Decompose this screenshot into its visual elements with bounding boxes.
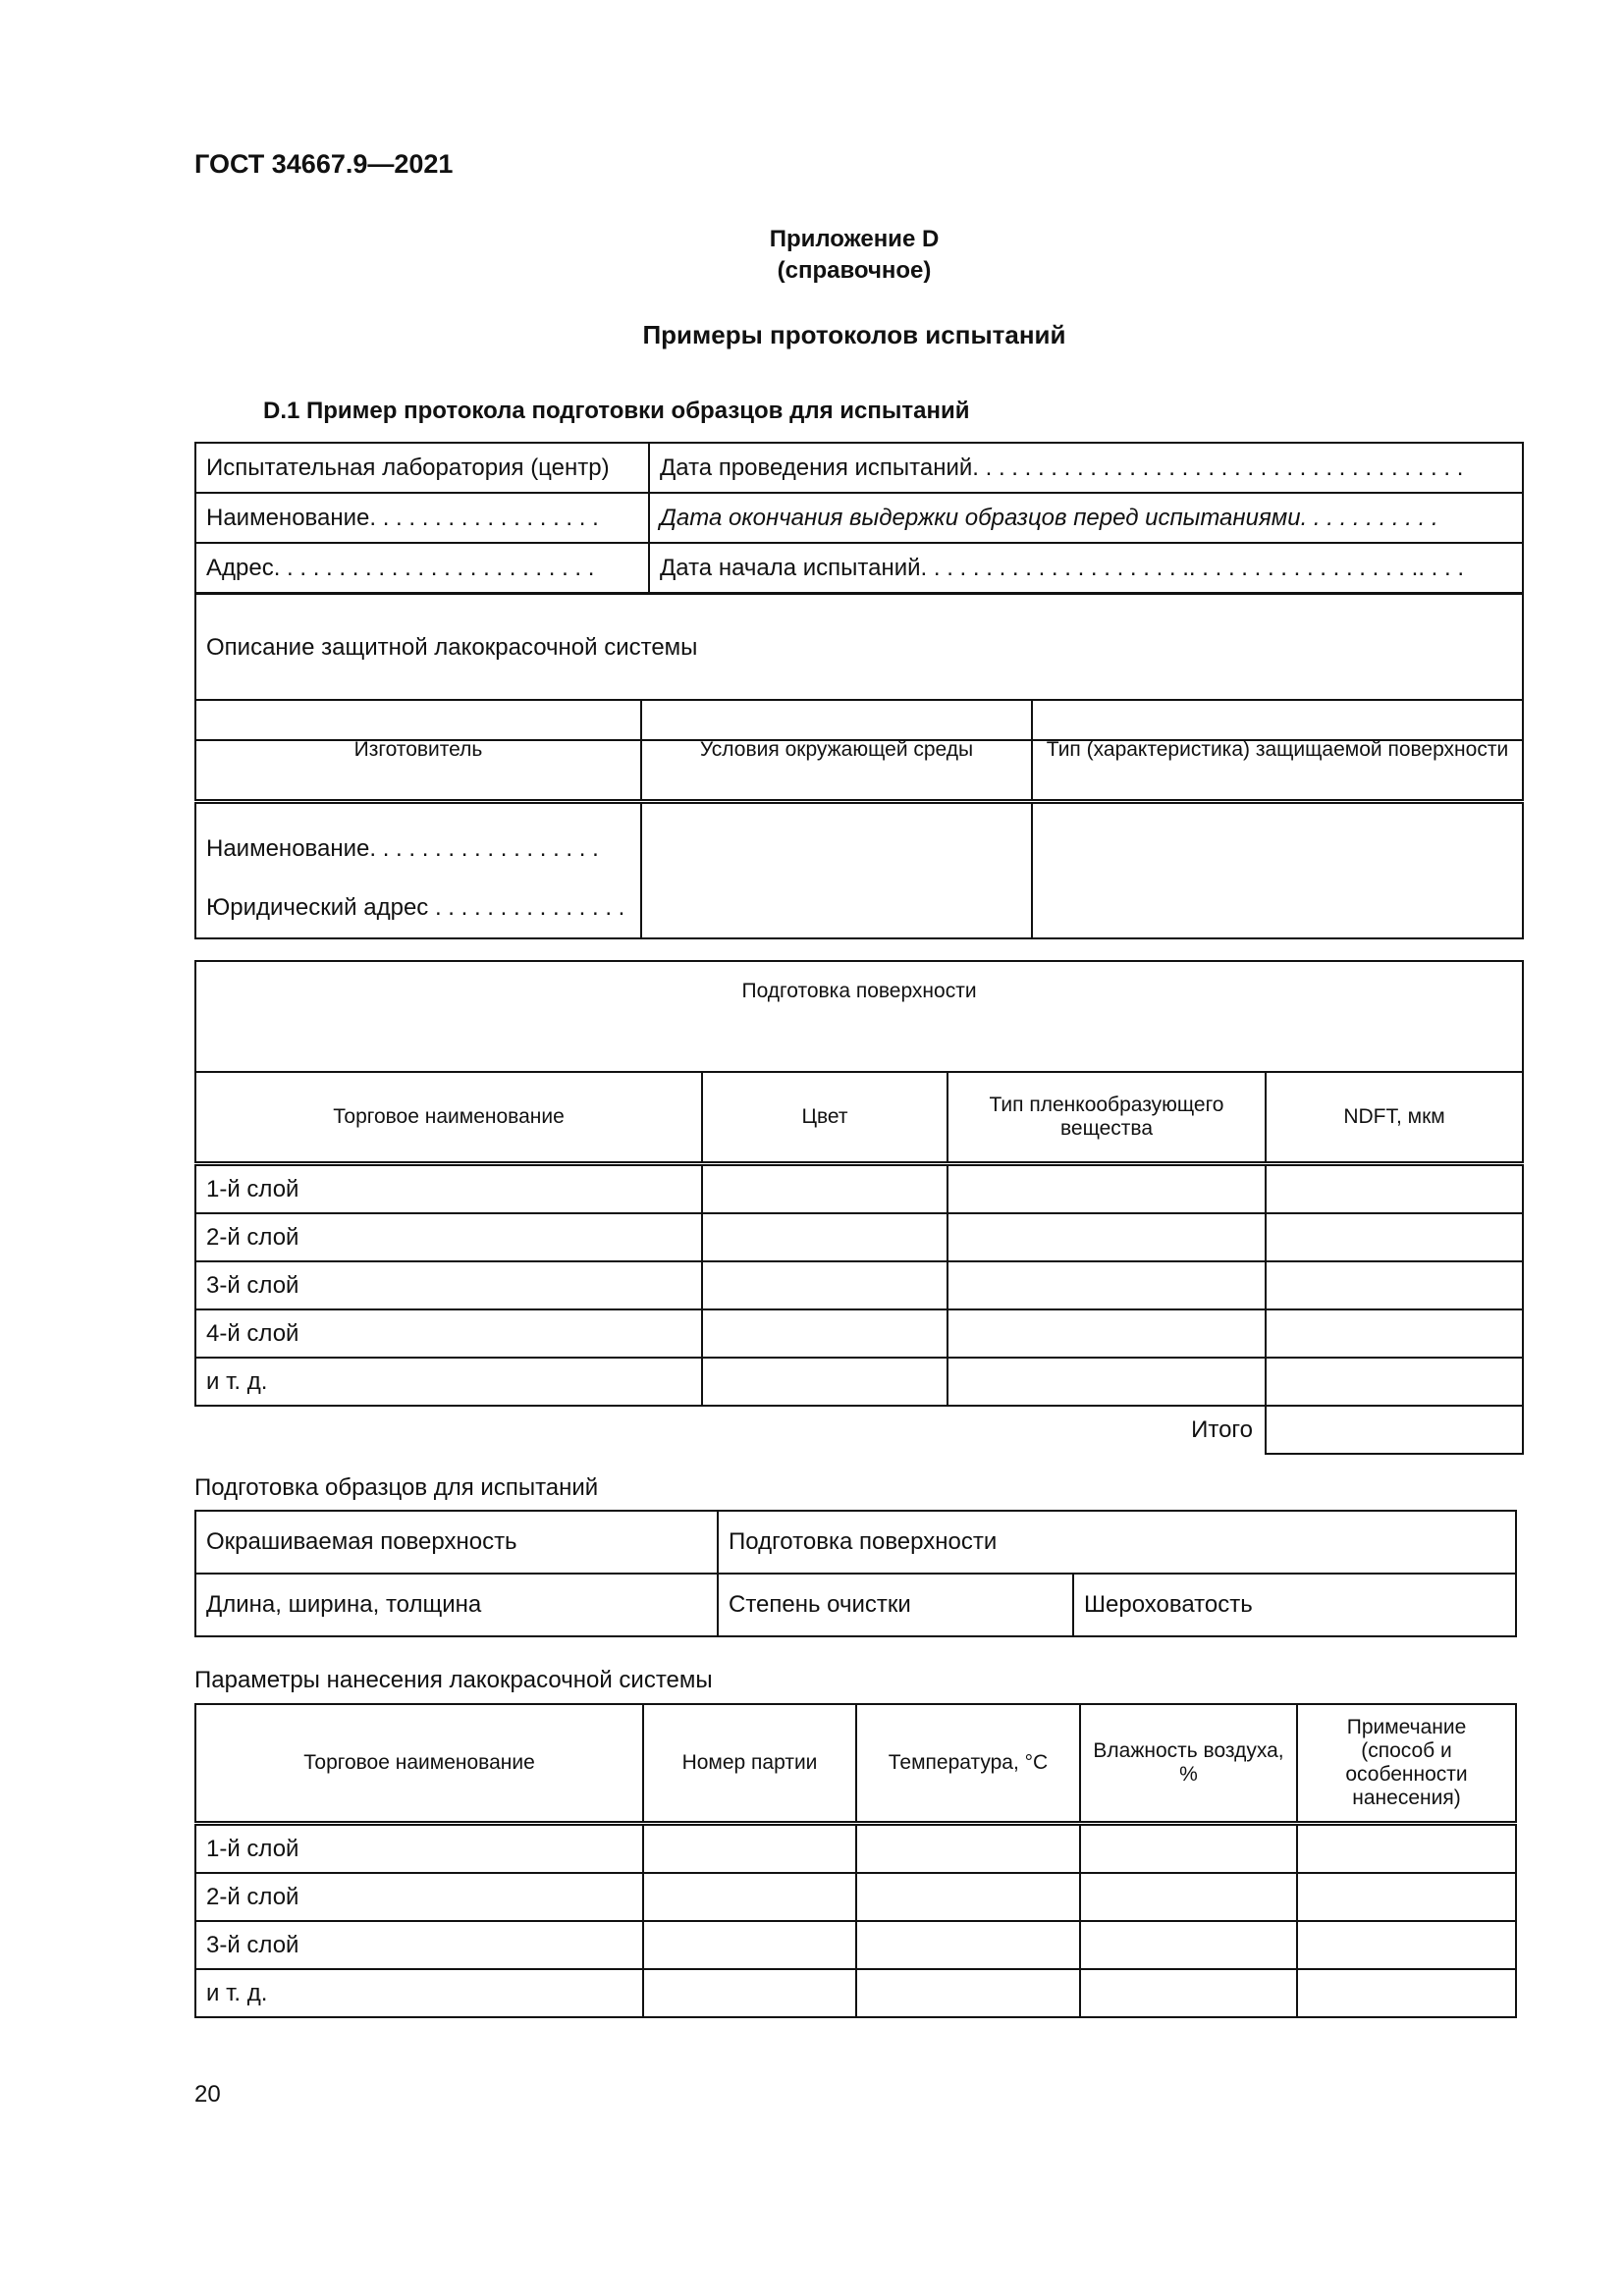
page-number: 20	[194, 2081, 221, 2108]
batch-number-header: Номер партии	[643, 1704, 856, 1824]
manufacturer-name: Наименование. . . . . . . . . . . . . . . . . .	[206, 835, 599, 862]
table-row	[195, 1873, 1516, 1921]
layer-label: 1-й слой	[195, 1824, 643, 1874]
application-caption: Параметры нанесения лакокрасочной системы	[194, 1667, 713, 1693]
environment-header: Условия окружающей среды	[641, 700, 1032, 802]
binder-type-header: Тип пленкообразующего вещества	[947, 1072, 1266, 1164]
lab-cell: Испытательная лаборатория (центр)	[195, 443, 649, 493]
manufacturer-table	[194, 699, 1524, 939]
environment-cell	[641, 802, 1032, 939]
table-row	[195, 1921, 1516, 1969]
trade-name-header: Торговое наименование	[195, 1072, 702, 1164]
test-date-cell: Дата проведения испытаний. . . . . . . . . . . . . . . . . . . . . . . . . . . . . . . . . . . . . .	[649, 443, 1523, 493]
manufacturer-legal-address: Юридический адрес . . . . . . . . . . . . . . .	[206, 894, 625, 921]
layer-label: 4-й слой	[195, 1309, 702, 1358]
surface-preparation-table	[194, 960, 1524, 1455]
application-parameters-table	[194, 1703, 1517, 2018]
surface-type-header: Тип (характеристика) защищаемой поверхности	[1032, 700, 1523, 802]
lab-name-cell: Наименование. . . . . . . . . . . . . . . . . .	[195, 493, 649, 543]
manufacturer-header: Изготовитель	[195, 700, 641, 802]
surface-preparation-title: Подготовка поверхности	[195, 961, 1523, 1072]
table-row	[195, 1309, 1523, 1358]
coating-description-cell: Описание защитной лакокрасочной системы	[195, 594, 1523, 741]
annex-title: Приложение D	[769, 226, 940, 252]
roughness-cell: Шероховатость	[1073, 1574, 1516, 1636]
layer-label: 2-й слой	[195, 1873, 643, 1921]
sample-prep-caption: Подготовка образцов для испытаний	[194, 1474, 599, 1501]
total-value-cell	[1266, 1406, 1523, 1454]
layer-label: 3-й слой	[195, 1261, 702, 1309]
total-row	[195, 1406, 1523, 1454]
table-row	[195, 1969, 1516, 2017]
table-row	[195, 1358, 1523, 1406]
layer-label: 2-й слой	[195, 1213, 702, 1261]
standard-number: ГОСТ 34667.9—2021	[194, 149, 454, 179]
table-row	[195, 1824, 1516, 1874]
section-heading: D.1 Пример протокола подготовки образцов для испытаний	[263, 398, 970, 424]
table-row	[195, 1261, 1523, 1309]
lab-info-table	[194, 442, 1524, 741]
surface-prep-cell: Подготовка поверхности	[718, 1511, 1516, 1574]
aging-end-cell: Дата окончания выдержки образцов перед испытаниями. . . . . . . . . . .	[649, 493, 1523, 543]
color-header: Цвет	[702, 1072, 947, 1164]
document-heading: Примеры протоколов испытаний	[642, 320, 1066, 349]
temperature-header: Температура, °С	[856, 1704, 1080, 1824]
trade-name-header: Торговое наименование	[195, 1704, 643, 1824]
humidity-header: Влажность воздуха, %	[1080, 1704, 1297, 1824]
sample-preparation-table	[194, 1510, 1517, 1637]
note-header: Примечание (способ и особенности нанесения)	[1297, 1704, 1516, 1824]
layer-label: и т. д.	[195, 1969, 643, 2017]
dimensions-cell: Длина, ширина, толщина	[195, 1574, 718, 1636]
lab-address-cell: Адрес. . . . . . . . . . . . . . . . . . . . . . . . .	[195, 543, 649, 594]
table-row	[195, 1164, 1523, 1214]
total-label: Итого	[947, 1406, 1266, 1454]
table-row	[195, 1213, 1523, 1261]
manufacturer-details-cell	[195, 802, 641, 939]
layer-label: 1-й слой	[195, 1164, 702, 1214]
layer-label: и т. д.	[195, 1358, 702, 1406]
cleaning-degree-cell: Степень очистки	[718, 1574, 1073, 1636]
surface-type-cell	[1032, 802, 1523, 939]
painted-surface-cell: Окрашиваемая поверхность	[195, 1511, 718, 1574]
annex-type: (справочное)	[777, 257, 932, 284]
ndft-header: NDFT, мкм	[1266, 1072, 1523, 1164]
layer-label: 3-й слой	[195, 1921, 643, 1969]
start-date-cell: Дата начала испытаний. . . . . . . . . . . . . . . . . . . . .. . . . . . . . . . . . . . . . . .. . . .	[649, 543, 1523, 594]
